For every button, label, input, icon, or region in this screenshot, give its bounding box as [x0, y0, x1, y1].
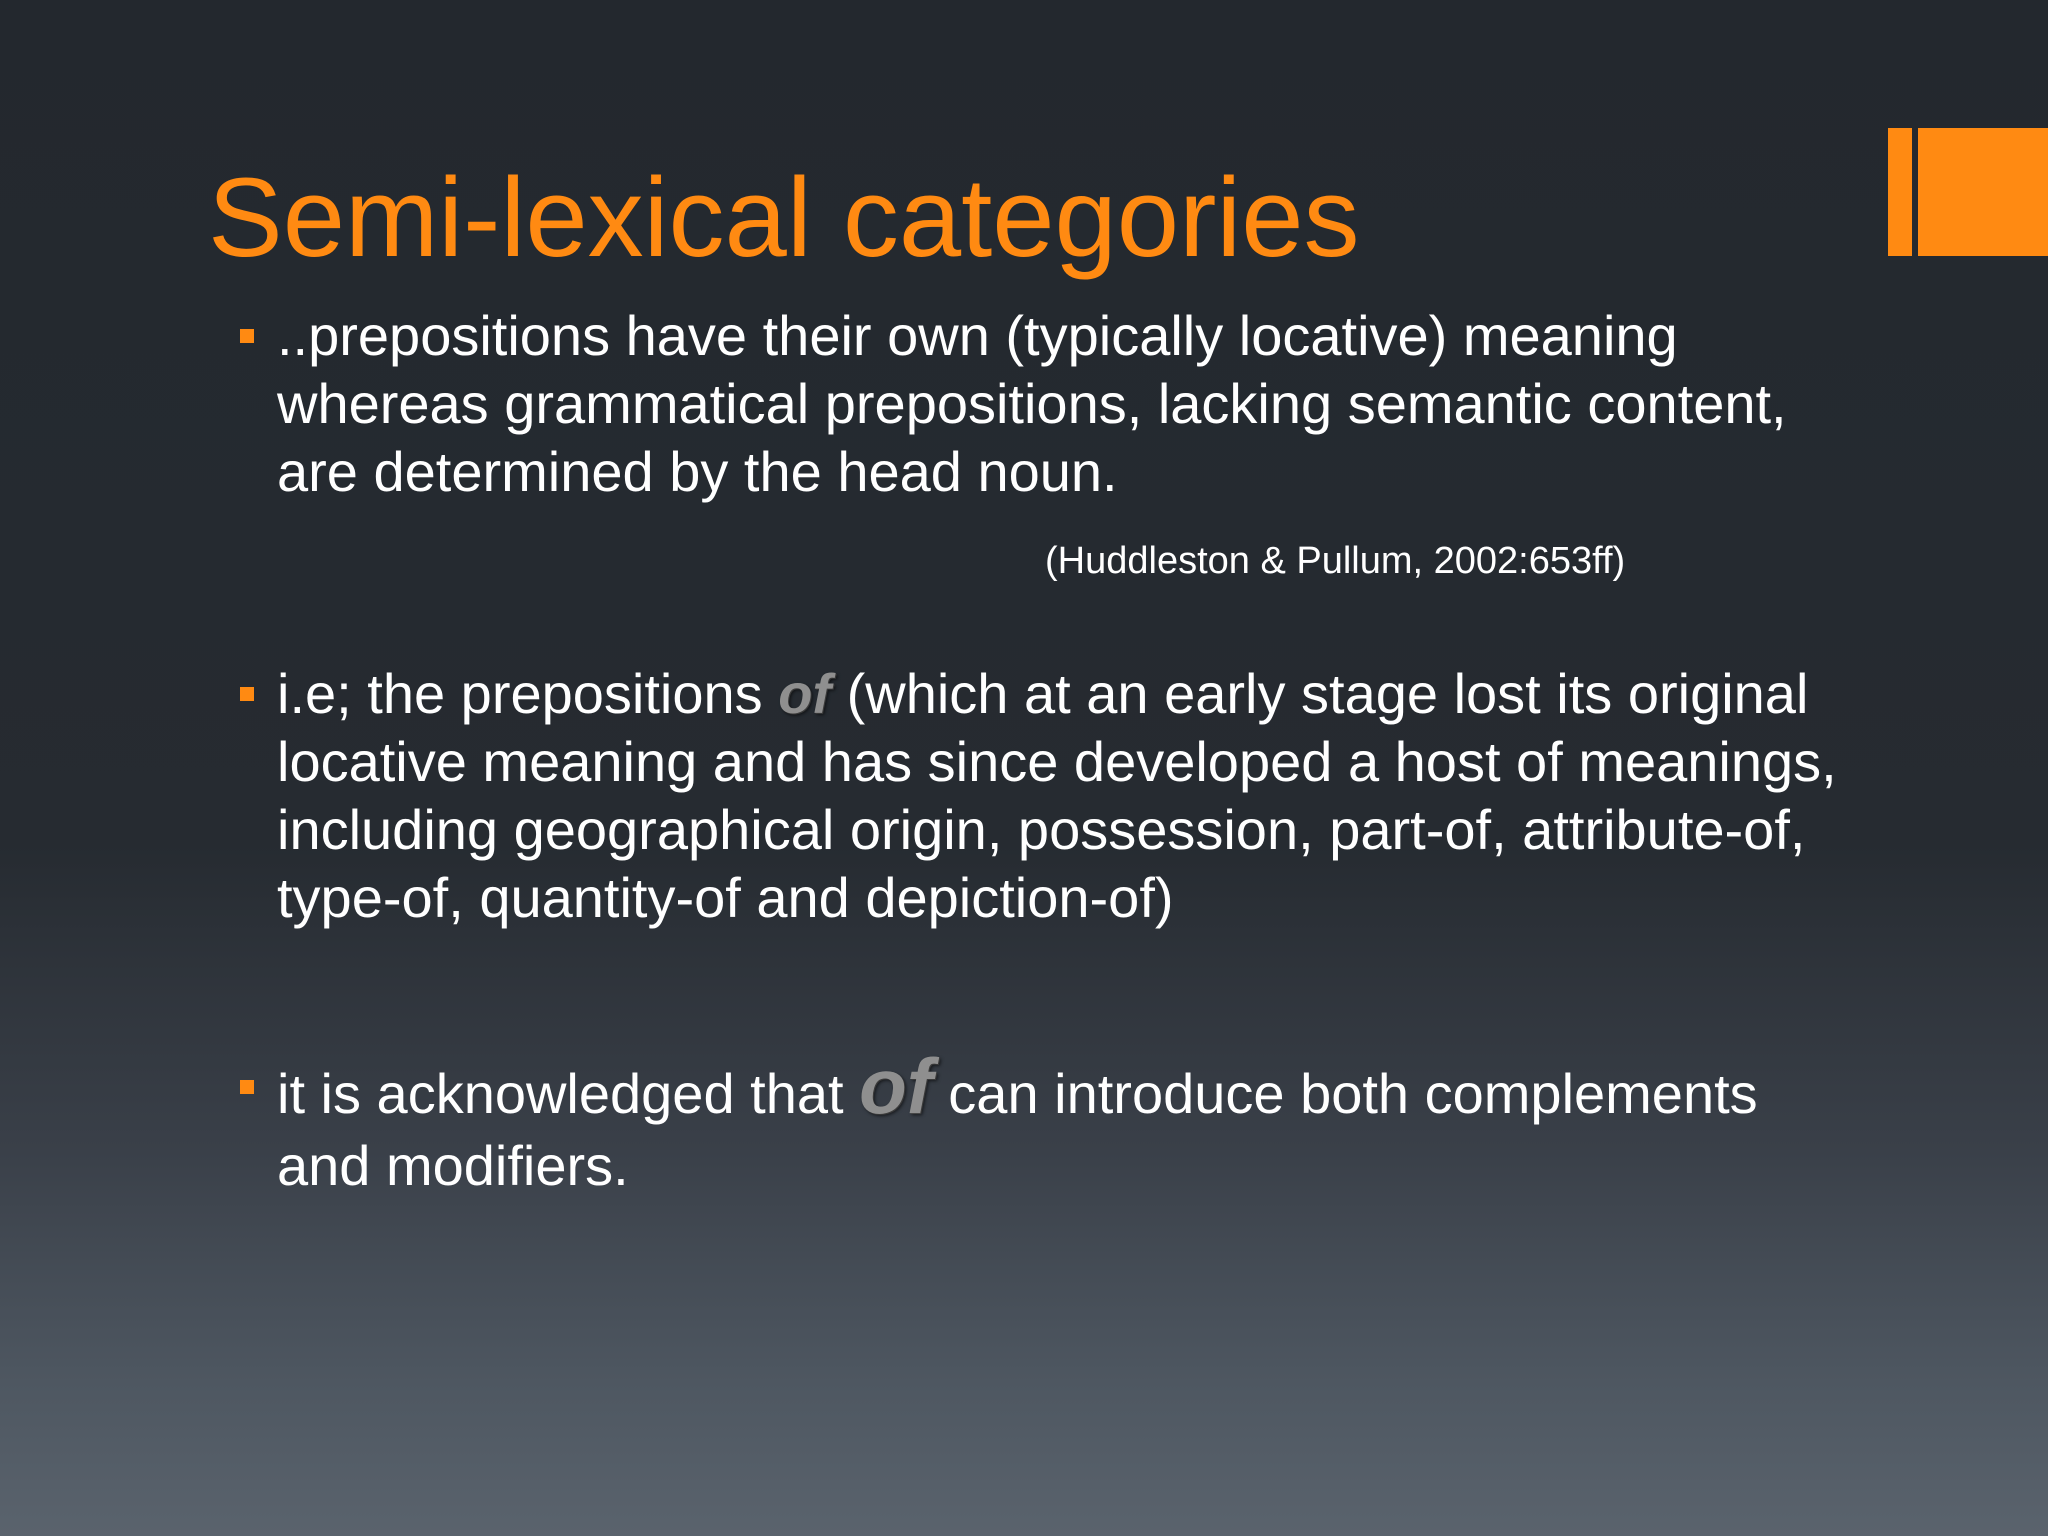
bullet-2-text-before: i.e; the prepositions	[277, 662, 779, 725]
emphasized-word-of: of	[778, 662, 832, 725]
bullet-2-text-after: (which at an early stage lost its original locative meaning and has since developed a host of meanings, including geographical origin, possession, part-of, attribute-of, type-of, quantity-of and depiction-of)	[277, 662, 1837, 929]
bullet-item-2	[240, 660, 1860, 932]
bullet-square-icon	[240, 1080, 254, 1094]
bullet-text-1: ..prepositions have their own (typically locative) meaning whereas grammatical prepositions, lacking semantic content, are determined by the head noun.	[277, 304, 1787, 503]
bullet-item-1	[240, 302, 1860, 506]
bullet-text-3	[277, 1042, 1860, 1202]
bullet-square-icon	[240, 687, 254, 701]
citation: (Huddleston & Pullum, 2002:653ff)	[1045, 540, 1626, 582]
bullet-item-3	[240, 1042, 1860, 1202]
accent-bar-wide	[1918, 128, 2048, 256]
accent-bar-thin	[1888, 128, 1912, 256]
slide-title: Semi-lexical categories	[208, 155, 1360, 280]
bullet-3-text-before: it is acknowledged that	[277, 1062, 860, 1125]
bullet-text-2	[277, 660, 1860, 932]
emphasized-word-of-large: of	[859, 1042, 933, 1130]
bullet-3-text-after: can introduce both complements and modifiers.	[277, 1062, 1758, 1197]
bullet-square-icon	[240, 329, 254, 343]
